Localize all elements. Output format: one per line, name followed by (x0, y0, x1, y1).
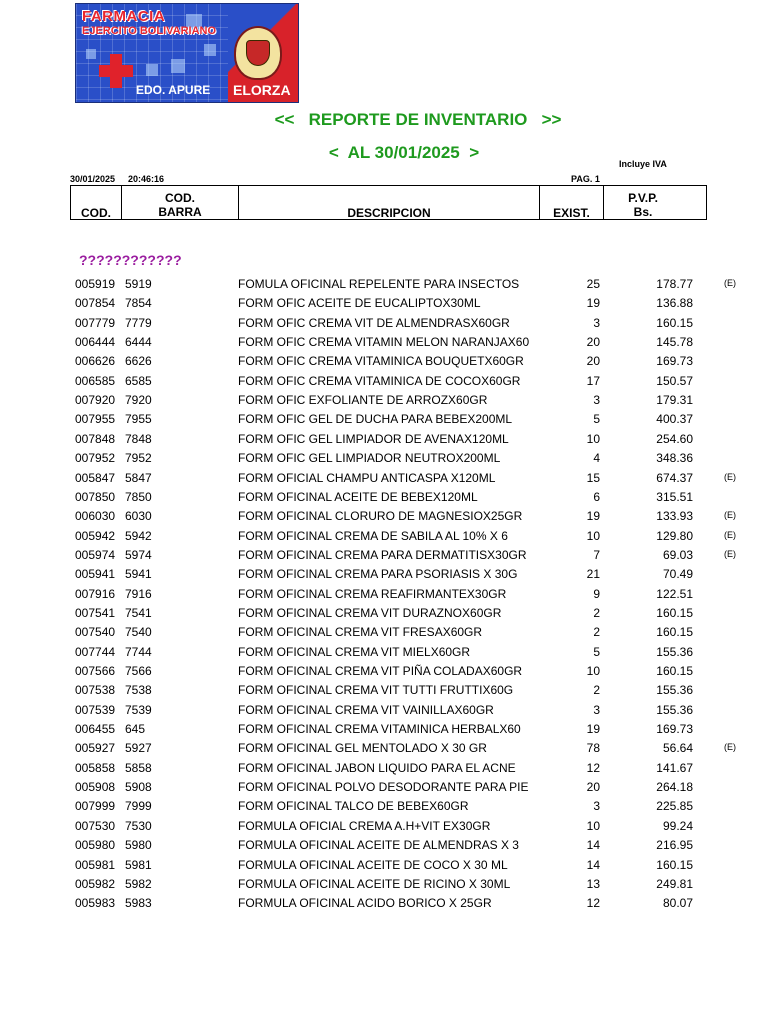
table-row (0, 548, 768, 567)
cell-description: FORM OFIC GEL LIMPIADOR NEUTROX200ML (238, 451, 501, 466)
cell-barcode: 5908 (125, 780, 152, 795)
cell-cod: 005847 (75, 470, 116, 485)
print-time: 20:46:16 (128, 174, 165, 184)
cell-exempt-flag: (E) (724, 278, 736, 288)
cell-stock: 5 (593, 644, 600, 659)
cell-price: 179.31 (656, 393, 693, 408)
cell-stock: 15 (586, 470, 600, 485)
cell-price: 264.18 (656, 780, 693, 795)
cell-price: 348.36 (656, 451, 693, 466)
header-pvp-label-1: P.V.P. (628, 191, 658, 205)
cell-barcode: 7566 (125, 664, 152, 678)
cell-cod: 007744 (75, 644, 116, 659)
cell-cod: 007850 (75, 489, 116, 504)
section-title: ???????????? (79, 252, 182, 268)
cell-barcode: 7744 (125, 644, 152, 659)
table-row (0, 490, 768, 509)
cell-description: FORM OFIC CREMA VITAMINICA DE COCOX60GR (238, 373, 521, 388)
table-row (0, 316, 768, 335)
cell-description: FORM OFICINAL CREMA PARA PSORIASIS X 30G (238, 567, 518, 582)
cell-price: 225.85 (656, 799, 693, 814)
cell-exempt-flag: (E) (724, 548, 736, 559)
cell-cod: 007538 (75, 683, 116, 698)
cell-stock: 17 (586, 373, 600, 388)
column-header (70, 185, 707, 220)
cell-barcode: 7848 (125, 431, 152, 446)
cell-stock: 25 (586, 277, 600, 291)
cell-cod: 007952 (75, 451, 116, 466)
cell-cod: 006030 (75, 509, 116, 524)
cell-stock: 20 (586, 335, 600, 350)
cell-cod: 007999 (75, 799, 116, 814)
cell-cod: 007566 (75, 664, 116, 678)
header-pvp (604, 186, 706, 219)
cell-barcode: 5974 (125, 547, 152, 562)
cell-price: 80.07 (662, 896, 693, 911)
cell-cod: 007955 (75, 412, 116, 427)
header-cod-barra-label-1: COD. (165, 191, 195, 205)
pharmacy-logo (75, 3, 299, 103)
header-descripcion (239, 186, 540, 219)
cell-stock: 21 (586, 567, 600, 582)
cell-barcode: 7920 (125, 393, 152, 408)
cell-barcode: 5941 (125, 567, 152, 582)
cell-description: FORM OFICINAL CREMA PARA DERMATITISX30GR (238, 547, 527, 562)
cell-exempt-flag: (E) (724, 529, 736, 540)
cell-price: 160.15 (656, 664, 693, 678)
cell-price: 155.36 (656, 683, 693, 698)
cell-stock: 19 (586, 722, 600, 737)
table-row (0, 722, 768, 741)
cell-cod: 007539 (75, 702, 116, 717)
cell-price: 69.03 (662, 547, 693, 562)
cell-description: FORM OFICINAL GEL MENTOLADO X 30 GR (238, 741, 487, 756)
cell-cod: 007916 (75, 586, 116, 601)
table-row (0, 374, 768, 393)
cell-price: 160.15 (656, 857, 693, 872)
table-row (0, 896, 768, 915)
cell-cod: 007530 (75, 818, 116, 833)
cell-stock: 3 (593, 702, 600, 717)
cell-stock: 9 (593, 586, 600, 601)
table-row (0, 587, 768, 606)
table-row (0, 277, 768, 296)
cell-cod: 005908 (75, 780, 116, 795)
logo-title: FARMACIA (82, 8, 166, 25)
cell-barcode: 7538 (125, 683, 152, 698)
cell-stock: 13 (586, 876, 600, 891)
cell-stock: 14 (586, 857, 600, 872)
cell-description: FORM OFIC EXFOLIANTE DE ARROZX60GR (238, 393, 488, 408)
table-row (0, 509, 768, 528)
header-exist-label: EXIST. (553, 206, 590, 220)
cell-cod: 007779 (75, 315, 116, 330)
table-row (0, 761, 768, 780)
cell-stock: 4 (593, 451, 600, 466)
table-row (0, 741, 768, 760)
table-row (0, 606, 768, 625)
cell-barcode: 7955 (125, 412, 152, 427)
cell-barcode: 7850 (125, 489, 152, 504)
cell-cod: 007540 (75, 625, 116, 640)
report-date-title: < AL 30/01/2025 > (328, 143, 480, 162)
cell-stock: 12 (586, 896, 600, 911)
cell-price: 216.95 (656, 838, 693, 853)
cell-stock: 3 (593, 799, 600, 814)
cell-stock: 20 (586, 780, 600, 795)
cell-cod: 005981 (75, 857, 116, 872)
cell-stock: 7 (593, 547, 600, 562)
cell-barcode: 6585 (125, 373, 152, 388)
cell-barcode: 5847 (125, 470, 152, 485)
table-row (0, 567, 768, 586)
cell-barcode: 7539 (125, 702, 152, 717)
cell-description: FORM OFICINAL JABON LIQUIDO PARA EL ACNE (238, 760, 516, 775)
print-date: 30/01/2025 (70, 174, 116, 184)
cell-stock: 14 (586, 838, 600, 853)
table-row (0, 451, 768, 470)
cell-barcode: 7854 (125, 296, 152, 311)
header-cod-label: COD. (81, 206, 111, 220)
table-row (0, 703, 768, 722)
cell-description: FOMULA OFICINAL REPELENTE PARA INSECTOS (238, 277, 520, 291)
cell-price: 169.73 (656, 354, 693, 369)
cell-cod: 006444 (75, 335, 116, 350)
header-cod-barra (122, 186, 239, 219)
cell-stock: 3 (593, 393, 600, 408)
cell-price: 129.80 (656, 528, 693, 543)
table-row (0, 645, 768, 664)
cell-price: 141.67 (656, 760, 693, 775)
coat-of-arms-icon (234, 26, 282, 80)
cell-price: 145.78 (656, 335, 693, 350)
cell-barcode: 645 (125, 722, 146, 737)
cell-description: FORM OFICIAL CHAMPU ANTICASPA X120ML (238, 470, 496, 485)
cell-stock: 2 (593, 625, 600, 640)
cell-barcode: 7916 (125, 586, 152, 601)
cell-stock: 5 (593, 412, 600, 427)
cell-cod: 005942 (75, 528, 116, 543)
cell-stock: 10 (586, 664, 600, 678)
cell-description: FORM OFICINAL CREMA VIT VAINILLAX60GR (238, 702, 494, 717)
header-cod (71, 186, 122, 219)
cell-barcode: 7541 (125, 605, 152, 620)
cell-price: 315.51 (656, 489, 693, 504)
cell-cod: 007541 (75, 605, 116, 620)
cell-stock: 19 (586, 509, 600, 524)
header-cod-barra-label-2: BARRA (158, 205, 202, 219)
cell-price: 169.73 (656, 722, 693, 737)
cell-stock: 10 (586, 818, 600, 833)
cell-description: FORM OFICINAL CREMA DE SABILA AL 10% X 6 (238, 528, 508, 543)
cell-barcode: 7952 (125, 451, 152, 466)
cell-price: 160.15 (656, 625, 693, 640)
cell-cod: 007854 (75, 296, 116, 311)
cell-cod: 006585 (75, 373, 116, 388)
table-row (0, 625, 768, 644)
table-row (0, 838, 768, 857)
cell-description: FORM OFIC GEL LIMPIADOR DE AVENAX120ML (238, 431, 509, 446)
table-row (0, 296, 768, 315)
cell-cod: 005858 (75, 760, 116, 775)
cell-exempt-flag: (E) (724, 742, 736, 753)
cell-price: 160.15 (656, 315, 693, 330)
cell-barcode: 7999 (125, 799, 152, 814)
cell-stock: 19 (586, 296, 600, 311)
table-row (0, 432, 768, 451)
report-title: << REPORTE DE INVENTARIO >> (274, 110, 562, 129)
logo-state: EDO. APURE (136, 83, 211, 97)
cell-price: 674.37 (656, 470, 693, 485)
cell-price: 178.77 (656, 277, 693, 291)
cell-barcode: 7540 (125, 625, 152, 640)
header-pvp-label-2: Bs. (633, 205, 653, 219)
cell-description: FORM OFICINAL CREMA VIT DURAZNOX60GR (238, 605, 502, 620)
cell-barcode: 7530 (125, 818, 152, 833)
cell-stock: 2 (593, 605, 600, 620)
cell-description: FORM OFICINAL CLORURO DE MAGNESIOX25GR (238, 509, 523, 524)
cell-barcode: 5983 (125, 896, 152, 911)
table-row (0, 819, 768, 838)
cell-barcode: 5919 (125, 277, 152, 291)
cell-description: FORMULA OFICINAL ACIDO BORICO X 25GR (238, 896, 492, 911)
cell-description: FORMULA OFICINAL ACEITE DE ALMENDRAS X 3 (238, 838, 519, 853)
table-row (0, 877, 768, 896)
cell-barcode: 5927 (125, 741, 152, 756)
page-number: PAG. 1 (571, 174, 600, 184)
cell-price: 155.36 (656, 644, 693, 659)
cell-exempt-flag: (E) (724, 471, 736, 482)
cell-barcode: 6444 (125, 335, 152, 350)
table-row (0, 529, 768, 548)
table-row (0, 799, 768, 818)
cell-stock: 2 (593, 683, 600, 698)
cell-stock: 6 (593, 489, 600, 504)
cell-description: FORMULA OFICIAL CREMA A.H+VIT EX30GR (238, 818, 491, 833)
table-row (0, 780, 768, 799)
cell-stock: 3 (593, 315, 600, 330)
cell-cod: 005927 (75, 741, 116, 756)
cell-cod: 006626 (75, 354, 116, 369)
cell-stock: 20 (586, 354, 600, 369)
cell-price: 249.81 (656, 876, 693, 891)
header-descripcion-label: DESCRIPCION (347, 206, 431, 220)
cell-barcode: 6030 (125, 509, 152, 524)
cell-price: 133.93 (656, 509, 693, 524)
cell-price: 56.64 (662, 741, 693, 756)
cell-price: 122.51 (656, 586, 693, 601)
cell-barcode: 7779 (125, 315, 152, 330)
cell-description: FORM OFICINAL CREMA VIT FRESAX60GR (238, 625, 483, 640)
cell-price: 160.15 (656, 605, 693, 620)
cell-cod: 006455 (75, 722, 116, 737)
cell-barcode: 5942 (125, 528, 152, 543)
cell-description: FORM OFICINAL ACEITE DE BEBEX120ML (238, 489, 478, 504)
cell-stock: 12 (586, 760, 600, 775)
cell-description: FORMULA OFICINAL ACEITE DE COCO X 30 ML (238, 857, 508, 872)
cell-price: 99.24 (662, 818, 693, 833)
table-row (0, 393, 768, 412)
cell-cod: 005974 (75, 547, 116, 562)
cell-cod: 005982 (75, 876, 116, 891)
table-row (0, 412, 768, 431)
table-row (0, 664, 768, 683)
cell-price: 155.36 (656, 702, 693, 717)
table-row (0, 683, 768, 702)
logo-subtitle: EJERCITO BOLIVARIANO (82, 25, 217, 37)
logo-city: ELORZA (233, 82, 291, 98)
cell-description: FORM OFICINAL CREMA VIT TUTTI FRUTTIX60G (238, 683, 514, 698)
table-row (0, 354, 768, 373)
cell-cod: 007848 (75, 431, 116, 446)
cell-barcode: 5982 (125, 876, 152, 891)
cell-description: FORM OFICINAL TALCO DE BEBEX60GR (238, 799, 469, 814)
cell-exempt-flag: (E) (724, 510, 736, 521)
cell-price: 400.37 (656, 412, 693, 427)
cell-price: 70.49 (662, 567, 693, 582)
cell-cod: 005919 (75, 277, 116, 291)
table-row (0, 858, 768, 877)
cell-price: 136.88 (656, 296, 693, 311)
cell-barcode: 5981 (125, 857, 152, 872)
cell-description: FORM OFICINAL POLVO DESODORANTE PARA PIE (238, 780, 529, 795)
cell-description: FORM OFIC CREMA VITAMINICA BOUQUETX60GR (238, 354, 524, 369)
cell-barcode: 6626 (125, 354, 152, 369)
cell-cod: 005941 (75, 567, 116, 582)
cell-barcode: 5980 (125, 838, 152, 853)
cell-description: FORM OFIC ACEITE DE EUCALIPTOX30ML (238, 296, 481, 311)
cell-description: FORMULA OFICINAL ACEITE DE RICINO X 30ML (238, 876, 511, 891)
cell-stock: 10 (586, 431, 600, 446)
cell-stock: 10 (586, 528, 600, 543)
cell-cod: 005983 (75, 896, 116, 911)
cell-cod: 005980 (75, 838, 116, 853)
cell-description: FORM OFIC CREMA VIT DE ALMENDRASX60GR (238, 315, 510, 330)
table-row (0, 335, 768, 354)
cell-stock: 78 (586, 741, 600, 756)
cell-description: FORM OFIC GEL DE DUCHA PARA BEBEX200ML (238, 412, 513, 427)
cell-description: FORM OFICINAL CREMA VIT PIÑA COLADAX60GR (238, 664, 523, 678)
cell-description: FORM OFICINAL CREMA VIT MIELX60GR (238, 644, 471, 659)
cell-description: FORM OFIC CREMA VITAMIN MELON NARANJAX60 (238, 335, 530, 350)
cell-description: FORM OFICINAL CREMA VITAMINICA HERBALX60 (238, 722, 521, 737)
cell-price: 150.57 (656, 373, 693, 388)
cell-cod: 007920 (75, 393, 116, 408)
table-row (0, 471, 768, 490)
tax-note: Incluye IVA (619, 159, 667, 169)
cell-barcode: 5858 (125, 760, 152, 775)
cell-description: FORM OFICINAL CREMA REAFIRMANTEX30GR (238, 586, 507, 601)
cell-price: 254.60 (656, 431, 693, 446)
